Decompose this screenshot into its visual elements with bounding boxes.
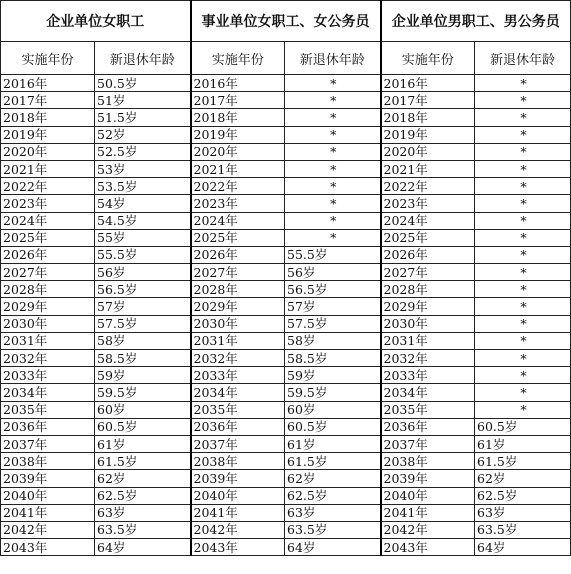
year-cell: 2039年: [1, 470, 95, 487]
year-cell: 2016年: [381, 75, 475, 92]
year-cell: 2037年: [191, 435, 285, 452]
column-header-row: [1, 42, 571, 75]
column-header-age: 新退休年龄: [475, 42, 571, 75]
age-cell: 63岁: [285, 504, 381, 521]
year-cell: 2042年: [1, 521, 95, 538]
year-cell: 2042年: [191, 521, 285, 538]
age-cell: 56岁: [95, 264, 191, 281]
year-cell: 2018年: [381, 109, 475, 126]
age-cell: *: [285, 178, 381, 195]
year-cell: 2035年: [1, 401, 95, 418]
age-cell: 51岁: [95, 92, 191, 109]
year-cell: 2025年: [381, 229, 475, 246]
age-cell: *: [475, 212, 571, 229]
age-cell: 50.5岁: [95, 75, 191, 92]
age-cell: 57岁: [95, 298, 191, 315]
table-row: [1, 418, 571, 435]
age-cell: 52岁: [95, 126, 191, 143]
age-cell: 59岁: [285, 367, 381, 384]
table-row: [1, 453, 571, 470]
table-row: [1, 92, 571, 109]
year-cell: 2035年: [381, 401, 475, 418]
year-cell: 2039年: [191, 470, 285, 487]
age-cell: 63.5岁: [95, 521, 191, 538]
year-cell: 2028年: [381, 281, 475, 298]
year-cell: 2019年: [191, 126, 285, 143]
age-cell: *: [285, 160, 381, 177]
year-cell: 2022年: [381, 178, 475, 195]
age-cell: 62.5岁: [285, 487, 381, 504]
age-cell: 61.5岁: [475, 453, 571, 470]
year-cell: 2030年: [381, 315, 475, 332]
age-cell: 60.5岁: [475, 418, 571, 435]
year-cell: 2031年: [191, 332, 285, 349]
age-cell: 61.5岁: [285, 453, 381, 470]
table-row: [1, 487, 571, 504]
age-cell: 57.5岁: [285, 315, 381, 332]
table-row: [1, 435, 571, 452]
table-row: [1, 332, 571, 349]
year-cell: 2027年: [381, 264, 475, 281]
year-cell: 2017年: [1, 92, 95, 109]
age-cell: 54.5岁: [95, 212, 191, 229]
age-cell: *: [475, 332, 571, 349]
age-cell: *: [475, 384, 571, 401]
year-cell: 2023年: [191, 195, 285, 212]
age-cell: 64岁: [475, 539, 571, 556]
year-cell: 2032年: [381, 350, 475, 367]
year-cell: 2024年: [381, 212, 475, 229]
table-row: [1, 143, 571, 160]
group-header-institution-female: 事业单位女职工、女公务员: [191, 1, 381, 42]
table-row: [1, 504, 571, 521]
age-cell: 61岁: [95, 435, 191, 452]
year-cell: 2030年: [191, 315, 285, 332]
table-row: [1, 246, 571, 263]
column-header-year: 实施年份: [191, 42, 285, 75]
age-cell: *: [475, 315, 571, 332]
age-cell: 58.5岁: [95, 350, 191, 367]
table-row: [1, 384, 571, 401]
age-cell: *: [475, 143, 571, 160]
year-cell: 2032年: [191, 350, 285, 367]
table-body: [1, 75, 571, 556]
table-row: [1, 126, 571, 143]
age-cell: 56岁: [285, 264, 381, 281]
age-cell: 60.5岁: [95, 418, 191, 435]
age-cell: 60.5岁: [285, 418, 381, 435]
year-cell: 2030年: [1, 315, 95, 332]
table-row: [1, 281, 571, 298]
age-cell: 63岁: [95, 504, 191, 521]
age-cell: *: [475, 160, 571, 177]
age-cell: 56.5岁: [95, 281, 191, 298]
year-cell: 2024年: [1, 212, 95, 229]
age-cell: 54岁: [95, 195, 191, 212]
age-cell: 59岁: [95, 367, 191, 384]
year-cell: 2019年: [1, 126, 95, 143]
year-cell: 2026年: [1, 246, 95, 263]
year-cell: 2037年: [381, 435, 475, 452]
year-cell: 2027年: [1, 264, 95, 281]
year-cell: 2022年: [1, 178, 95, 195]
age-cell: *: [475, 350, 571, 367]
year-cell: 2039年: [381, 470, 475, 487]
year-cell: 2028年: [191, 281, 285, 298]
age-cell: 53.5岁: [95, 178, 191, 195]
year-cell: 2029年: [381, 298, 475, 315]
age-cell: 55.5岁: [285, 246, 381, 263]
column-header-age: 新退休年龄: [285, 42, 381, 75]
age-cell: *: [475, 264, 571, 281]
age-cell: 63岁: [475, 504, 571, 521]
year-cell: 2026年: [381, 246, 475, 263]
table-row: [1, 109, 571, 126]
age-cell: *: [475, 178, 571, 195]
year-cell: 2038年: [381, 453, 475, 470]
age-cell: 51.5岁: [95, 109, 191, 126]
year-cell: 2029年: [191, 298, 285, 315]
year-cell: 2025年: [1, 229, 95, 246]
age-cell: *: [475, 195, 571, 212]
age-cell: *: [475, 298, 571, 315]
column-header-age: 新退休年龄: [95, 42, 191, 75]
age-cell: 62.5岁: [475, 487, 571, 504]
table-row: [1, 367, 571, 384]
age-cell: *: [475, 229, 571, 246]
year-cell: 2040年: [191, 487, 285, 504]
group-header-row: [1, 1, 571, 42]
year-cell: 2040年: [1, 487, 95, 504]
year-cell: 2043年: [1, 539, 95, 556]
year-cell: 2027年: [191, 264, 285, 281]
year-cell: 2035年: [191, 401, 285, 418]
age-cell: *: [285, 229, 381, 246]
year-cell: 2021年: [191, 160, 285, 177]
age-cell: 62岁: [95, 470, 191, 487]
year-cell: 2034年: [191, 384, 285, 401]
table-row: [1, 229, 571, 246]
year-cell: 2023年: [381, 195, 475, 212]
group-header-enterprise-female: 企业单位女职工: [1, 1, 191, 42]
age-cell: *: [285, 195, 381, 212]
year-cell: 2026年: [191, 246, 285, 263]
year-cell: 2033年: [1, 367, 95, 384]
age-cell: *: [475, 109, 571, 126]
table-row: [1, 264, 571, 281]
table-row: [1, 178, 571, 195]
year-cell: 2031年: [1, 332, 95, 349]
age-cell: 57岁: [285, 298, 381, 315]
age-cell: 59.5岁: [285, 384, 381, 401]
age-cell: 62.5岁: [95, 487, 191, 504]
table-row: [1, 315, 571, 332]
age-cell: 55岁: [95, 229, 191, 246]
table-row: [1, 298, 571, 315]
year-cell: 2037年: [1, 435, 95, 452]
year-cell: 2041年: [381, 504, 475, 521]
age-cell: 58.5岁: [285, 350, 381, 367]
year-cell: 2043年: [191, 539, 285, 556]
year-cell: 2036年: [1, 418, 95, 435]
age-cell: 60岁: [285, 401, 381, 418]
year-cell: 2043年: [381, 539, 475, 556]
table-row: [1, 212, 571, 229]
age-cell: 55.5岁: [95, 246, 191, 263]
age-cell: 58岁: [95, 332, 191, 349]
age-cell: *: [285, 143, 381, 160]
group-header-male: 企业单位男职工、男公务员: [381, 1, 571, 42]
age-cell: 64岁: [95, 539, 191, 556]
year-cell: 2041年: [1, 504, 95, 521]
age-cell: 56.5岁: [285, 281, 381, 298]
age-cell: *: [475, 75, 571, 92]
age-cell: *: [475, 126, 571, 143]
year-cell: 2040年: [381, 487, 475, 504]
year-cell: 2020年: [1, 143, 95, 160]
year-cell: 2018年: [191, 109, 285, 126]
table-row: [1, 470, 571, 487]
age-cell: 59.5岁: [95, 384, 191, 401]
year-cell: 2023年: [1, 195, 95, 212]
age-cell: 62岁: [285, 470, 381, 487]
year-cell: 2016年: [1, 75, 95, 92]
age-cell: *: [475, 367, 571, 384]
age-cell: *: [475, 246, 571, 263]
year-cell: 2021年: [1, 160, 95, 177]
age-cell: *: [475, 92, 571, 109]
table-row: [1, 160, 571, 177]
year-cell: 2033年: [381, 367, 475, 384]
year-cell: 2020年: [191, 143, 285, 160]
age-cell: 53岁: [95, 160, 191, 177]
year-cell: 2038年: [191, 453, 285, 470]
age-cell: 52.5岁: [95, 143, 191, 160]
year-cell: 2029年: [1, 298, 95, 315]
column-header-year: 实施年份: [381, 42, 475, 75]
year-cell: 2028年: [1, 281, 95, 298]
age-cell: *: [285, 92, 381, 109]
year-cell: 2025年: [191, 229, 285, 246]
year-cell: 2033年: [191, 367, 285, 384]
year-cell: 2032年: [1, 350, 95, 367]
year-cell: 2034年: [1, 384, 95, 401]
table-row: [1, 75, 571, 92]
year-cell: 2031年: [381, 332, 475, 349]
year-cell: 2021年: [381, 160, 475, 177]
year-cell: 2036年: [191, 418, 285, 435]
age-cell: 61岁: [285, 435, 381, 452]
age-cell: 58岁: [285, 332, 381, 349]
age-cell: 64岁: [285, 539, 381, 556]
table-row: [1, 539, 571, 556]
age-cell: *: [475, 401, 571, 418]
age-cell: *: [285, 75, 381, 92]
year-cell: 2022年: [191, 178, 285, 195]
table-row: [1, 521, 571, 538]
age-cell: *: [285, 109, 381, 126]
year-cell: 2018年: [1, 109, 95, 126]
year-cell: 2041年: [191, 504, 285, 521]
age-cell: 63.5岁: [285, 521, 381, 538]
age-cell: 62岁: [475, 470, 571, 487]
year-cell: 2016年: [191, 75, 285, 92]
age-cell: *: [285, 126, 381, 143]
age-cell: 61岁: [475, 435, 571, 452]
year-cell: 2020年: [381, 143, 475, 160]
year-cell: 2019年: [381, 126, 475, 143]
age-cell: *: [475, 281, 571, 298]
age-cell: 57.5岁: [95, 315, 191, 332]
age-cell: 63.5岁: [475, 521, 571, 538]
table-row: [1, 401, 571, 418]
year-cell: 2042年: [381, 521, 475, 538]
column-header-year: 实施年份: [1, 42, 95, 75]
table-row: [1, 195, 571, 212]
year-cell: 2038年: [1, 453, 95, 470]
year-cell: 2034年: [381, 384, 475, 401]
table-row: [1, 350, 571, 367]
age-cell: 60岁: [95, 401, 191, 418]
year-cell: 2036年: [381, 418, 475, 435]
year-cell: 2017年: [381, 92, 475, 109]
age-cell: *: [285, 212, 381, 229]
age-cell: 61.5岁: [95, 453, 191, 470]
year-cell: 2017年: [191, 92, 285, 109]
year-cell: 2024年: [191, 212, 285, 229]
